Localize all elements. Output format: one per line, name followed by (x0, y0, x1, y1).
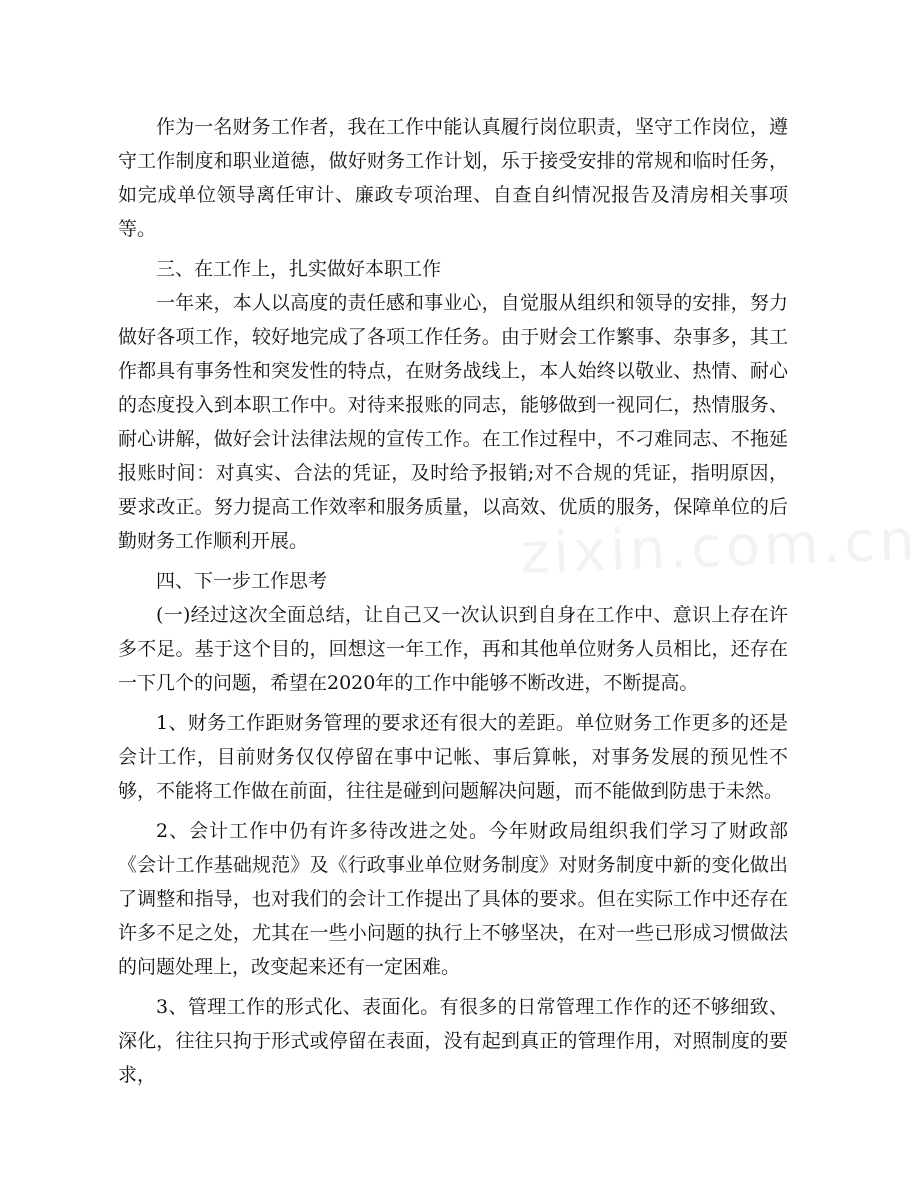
watermark: zixin.com.cn (518, 508, 920, 587)
paragraph-issue-1: 1、财务工作距财务管理的要求还有很大的差距。单位财务工作更多的还是会计工作，目前财务仅仅停留在事中记帐、事后算帐，对事务发展的预见性不够，不能将工作做在前面，往往是碰到问题解决问题，而不能做到防患于未然。 (118, 712, 788, 802)
paragraph-issue-3: 3、管理工作的形式化、表面化。有很多的日常管理工作作的还不够细致、深化，往往只拘于形式或停留在表面，没有起到真正的管理作用，对照制度的要求， (118, 996, 788, 1086)
paragraph-duty: 作为一名财务工作者，我在工作中能认真履行岗位职责，坚守工作岗位，遵守工作制度和职业道德，做好财务工作计划，乐于接受安排的常规和临时任务，如完成单位领导离任审计、廉政专项治理、自查自纠情况报告及清房相关事项等。 (118, 116, 788, 240)
document-body (118, 110, 788, 1092)
paragraph-work-summary: 一年来，本人以高度的责任感和事业心，自觉服从组织和领导的安排，努力做好各项工作，较好地完成了各项工作任务。由于财会工作繁事、杂事多，其工作都具有事务性和突发性的特点，在财务战线上，本人始终以敬业、热情、耐心的态度投入到本职工作中。对待来报账的同志，能够做到一视同仁，热情服务、耐心讲解，做好会计法律法规的宣传工作。在工作过程中，不刁难同志、不拖延报账时间：对真实、合法的凭证，及时给予报销;对不合规的凭证，指明原因，要求改正。努力提高工作效率和服务质量，以高效、优质的服务，保障单位的后勤财务工作顺利开展。 (118, 292, 788, 552)
section-heading-4: 四、下一步工作思考 (156, 570, 328, 592)
paragraph-reflection: (一)经过这次全面总结，让自己又一次认识到自身在工作中、意识上存在许多不足。基于这个目的，回想这一年工作，再和其他单位财务人员相比，还存在一下几个的问题，希望在2020年的工作中能够不断改进，不断提高。 (118, 604, 788, 694)
section-heading-3: 三、在工作上，扎实做好本职工作 (156, 258, 442, 280)
paragraph-issue-2: 2、会计工作中仍有许多待改进之处。今年财政局组织我们学习了财政部《会计工作基础规范》及《行政事业单位财务制度》对财务制度中新的变化做出了调整和指导，也对我们的会计工作提出了具体的要求。但在实际工作中还存在许多不足之处，尤其在一些小问题的执行上不够坚决，在对一些已形成习惯做法的问题处理上，改变起来还有一定困难。 (118, 820, 788, 978)
